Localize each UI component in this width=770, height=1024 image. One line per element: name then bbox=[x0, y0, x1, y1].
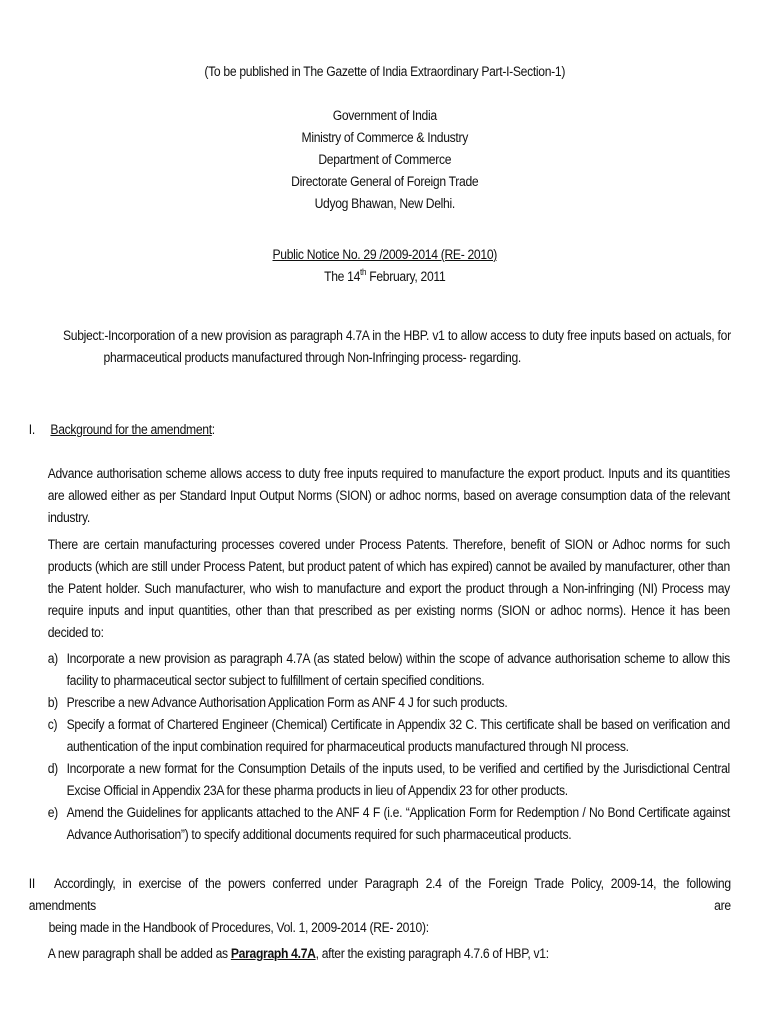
notice-block bbox=[0, 244, 770, 288]
directorate-name: Directorate General of Foreign Trade bbox=[291, 174, 479, 189]
list-item: e) Amend the Guidelines for applicants attached to the ANF 4 F (i.e. “Application Form for Redemption / No Bond Certificate against Advance Authorisation”) to specify additional documents required for such pharmaceutical products. bbox=[47, 805, 730, 842]
list-item: d) Incorporate a new format for the Consumption Details of the inputs used, to be verified and certified by the Jurisdictional Central Excise Official in Appendix 23A for these pharma products in lieu of Appendix 23 for other products. bbox=[47, 761, 730, 798]
section-2-number: II bbox=[28, 876, 35, 891]
subject-block bbox=[63, 325, 731, 369]
notice-number: Public Notice No. 29 /2009-2014 (RE- 2010) bbox=[272, 247, 497, 262]
notice-date: The 14th February, 2011 bbox=[324, 267, 446, 284]
list-item: b) Prescribe a new Advance Authorisation Application Form as ANF 4 J for such products. bbox=[47, 695, 508, 710]
department-name: Department of Commerce bbox=[318, 152, 452, 167]
office-address: Udyog Bhawan, New Delhi. bbox=[314, 196, 455, 211]
section-1-heading: I. Background for the amendment: bbox=[29, 419, 731, 441]
section-2-line-2: being made in the Handbook of Procedures, Vol. 1, 2009-2014 (RE- 2010): bbox=[48, 920, 429, 935]
section-2 bbox=[29, 873, 731, 939]
new-paragraph-note: A new paragraph shall be added as Paragraph 4.7A, after the existing paragraph 4.7.6 of HBP, v1: bbox=[47, 946, 549, 961]
subject-line-1: Subject:-Incorporation of a new provision as paragraph 4.7A in the HBP. v1 to allow access to duty free inputs based on actuals, for bbox=[63, 328, 731, 343]
section-1-paragraph-2: There are certain manufacturing processes covered under Process Patents. Therefore, benefit of SION or Adhoc norms for such products (which are still under Process Patent, but product patent of which has expired) cannot be availed by manufacturer, other than the Patent holder. Such manufacturer, who wish to manufacture and export the product through a Non-infringing (NI) Process may require inputs and input quantities, other than that prescribed as per existing norms (SION or adhoc norms). Hence it has been decided to: bbox=[47, 537, 730, 640]
section-1-number: I. bbox=[28, 422, 35, 437]
list-item: a) Incorporate a new provision as paragraph 4.7A (as stated below) within the scope of advance authorisation scheme to allow this facility to pharmaceutical sector subject to fulfillment of certain specified conditions. bbox=[47, 651, 730, 688]
section-2-line-1: II Accordingly, in exercise of the powers conferred under Paragraph 2.4 of the Foreign Trade Policy, 2009-14, the following amendments are bbox=[29, 873, 731, 917]
government-name: Government of India bbox=[332, 108, 437, 123]
subject-line-2: pharmaceutical products manufactured through Non-Infringing process- regarding. bbox=[103, 350, 521, 365]
ministry-name: Ministry of Commerce & Industry bbox=[301, 130, 468, 145]
paragraph-reference: Paragraph 4.7A bbox=[230, 946, 316, 961]
amendment-list bbox=[48, 648, 730, 846]
section-1-paragraph-1: Advance authorisation scheme allows access to duty free inputs required to manufacture the export product. Inputs and its quantities are allowed either as per Standard Input Output Norms (SION) or adhoc norms, based on average consumption data of the relevant industry. bbox=[47, 466, 730, 525]
section-1-title: Background for the amendment bbox=[50, 422, 212, 437]
list-item: c) Specify a format of Chartered Engineer (Chemical) Certificate in Appendix 32 C. This certificate shall be based on verification and authentication of the input combination required for pharmaceutical products manufactured through NI process. bbox=[47, 717, 730, 754]
document-header bbox=[0, 61, 770, 215]
gazette-note: (To be published in The Gazette of India Extraordinary Part-I-Section-1) bbox=[204, 64, 566, 79]
